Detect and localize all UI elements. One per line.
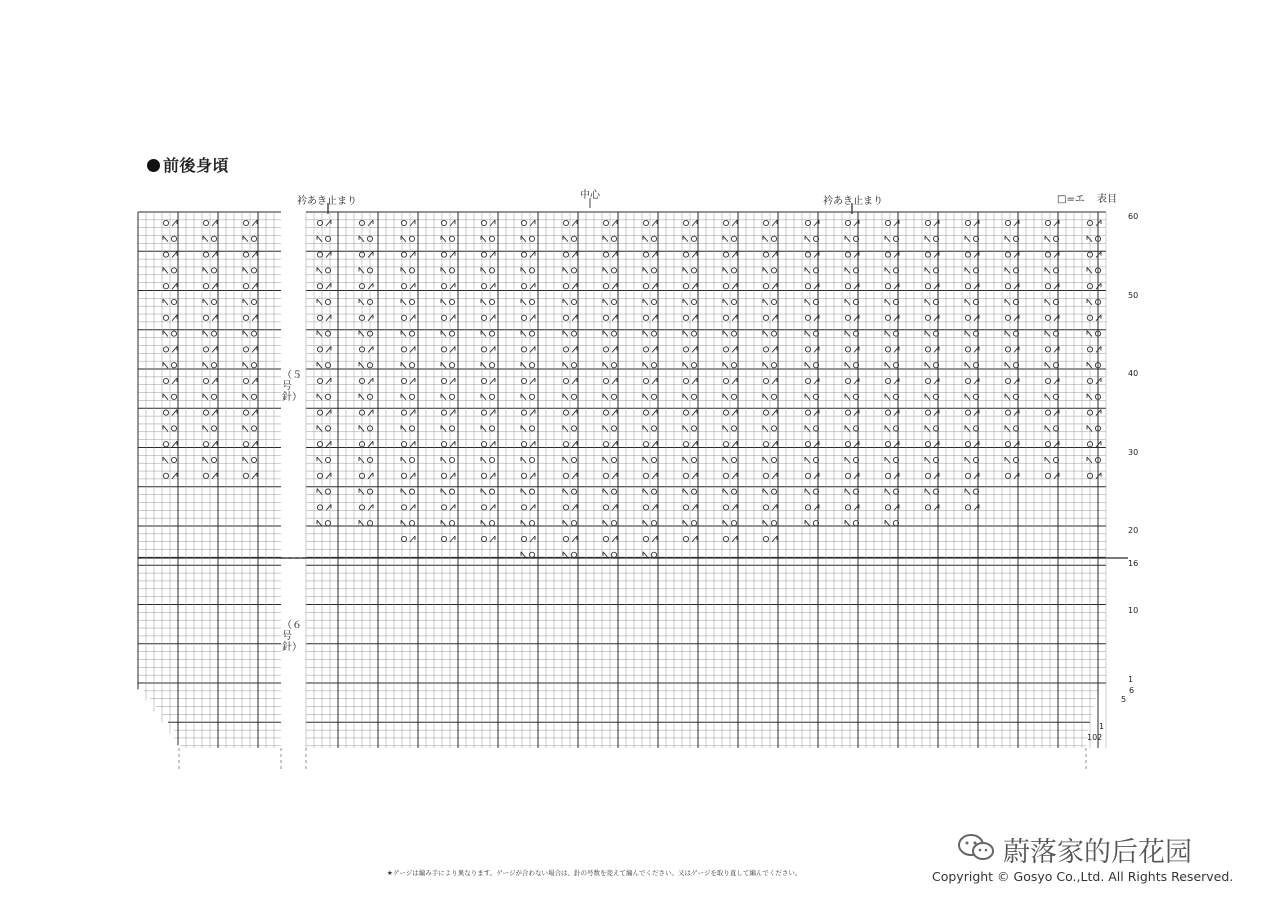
yo-slant-symbol xyxy=(925,378,939,384)
slant-yo-symbol xyxy=(1045,362,1059,368)
slant-yo-symbol xyxy=(401,394,415,400)
slant-yo-symbol xyxy=(925,331,939,337)
yo-slant-symbol xyxy=(1045,283,1059,289)
yo-slant-symbol xyxy=(885,473,899,479)
slant-yo-symbol xyxy=(885,520,899,526)
slant-yo-symbol xyxy=(521,520,535,526)
slant-yo-symbol xyxy=(1045,299,1059,305)
slant-yo-symbol xyxy=(521,489,535,495)
yo-slant-symbol xyxy=(805,220,819,226)
yo-slant-symbol xyxy=(885,252,899,258)
slant-yo-symbol xyxy=(441,299,455,305)
yo-slant-symbol xyxy=(521,346,535,352)
slant-yo-symbol xyxy=(925,267,939,273)
slant-yo-symbol xyxy=(401,362,415,368)
slant-yo-symbol xyxy=(965,299,979,305)
yo-slant-symbol xyxy=(359,346,373,352)
slant-yo-symbol xyxy=(401,425,415,431)
yo-slant-symbol xyxy=(481,441,495,447)
slant-yo-symbol xyxy=(965,331,979,337)
yo-slant-symbol xyxy=(885,315,899,321)
row-number-16: 16 xyxy=(1128,559,1139,568)
yo-slant-symbol xyxy=(965,346,979,352)
slant-yo-symbol xyxy=(441,425,455,431)
yo-slant-symbol xyxy=(845,252,859,258)
yo-slant-symbol xyxy=(1045,346,1059,352)
yo-slant-symbol xyxy=(359,220,373,226)
slant-yo-symbol xyxy=(1087,236,1101,242)
slant-yo-symbol xyxy=(885,425,899,431)
yo-slant-symbol xyxy=(441,536,455,542)
yo-slant-symbol xyxy=(885,441,899,447)
yo-slant-symbol xyxy=(1005,441,1019,447)
slant-yo-symbol xyxy=(441,520,455,526)
yo-slant-symbol xyxy=(805,410,819,416)
yo-slant-symbol xyxy=(317,315,331,321)
slant-yo-symbol xyxy=(317,299,331,305)
row-number-10: 10 xyxy=(1128,606,1139,615)
slant-yo-symbol xyxy=(481,520,495,526)
slant-yo-symbol xyxy=(965,267,979,273)
slant-yo-symbol xyxy=(925,236,939,242)
center-marker-label: 中心 xyxy=(580,190,600,201)
yo-slant-symbol xyxy=(1087,283,1101,289)
slant-yo-symbol xyxy=(925,457,939,463)
yo-slant-symbol xyxy=(317,504,331,510)
yo-slant-symbol xyxy=(521,473,535,479)
slant-yo-symbol xyxy=(805,457,819,463)
slant-yo-symbol xyxy=(925,489,939,495)
yo-slant-symbol xyxy=(805,315,819,321)
yo-slant-symbol xyxy=(925,410,939,416)
yo-slant-symbol xyxy=(359,252,373,258)
slant-yo-symbol xyxy=(441,457,455,463)
legend-symbol: □=エ xyxy=(1057,194,1085,205)
yo-slant-symbol xyxy=(317,378,331,384)
slant-yo-symbol xyxy=(401,520,415,526)
yo-slant-symbol xyxy=(359,315,373,321)
yo-slant-symbol xyxy=(317,473,331,479)
yo-slant-symbol xyxy=(1005,473,1019,479)
slant-yo-symbol xyxy=(521,267,535,273)
yo-slant-symbol xyxy=(805,473,819,479)
yo-slant-symbol xyxy=(925,315,939,321)
slant-yo-symbol xyxy=(359,520,373,526)
slant-yo-symbol xyxy=(885,489,899,495)
yo-slant-symbol xyxy=(521,536,535,542)
yo-slant-symbol xyxy=(1045,220,1059,226)
yo-slant-symbol xyxy=(1005,410,1019,416)
slant-yo-symbol xyxy=(441,394,455,400)
yo-slant-symbol xyxy=(401,536,415,542)
yo-slant-symbol xyxy=(1045,252,1059,258)
yo-slant-symbol xyxy=(481,473,495,479)
slant-yo-symbol xyxy=(317,520,331,526)
slant-yo-symbol xyxy=(1005,457,1019,463)
stitch-count-102: 102 xyxy=(1087,733,1103,742)
yo-slant-symbol xyxy=(1005,220,1019,226)
yo-slant-symbol xyxy=(1045,473,1059,479)
slant-yo-symbol xyxy=(317,362,331,368)
yo-slant-symbol xyxy=(317,410,331,416)
yo-slant-symbol xyxy=(925,283,939,289)
slant-yo-symbol xyxy=(885,236,899,242)
right-neck-marker-label: 衿あき止まり xyxy=(823,196,883,207)
slant-yo-symbol xyxy=(925,299,939,305)
yo-slant-symbol xyxy=(317,346,331,352)
yo-slant-symbol xyxy=(401,441,415,447)
yo-slant-symbol xyxy=(317,441,331,447)
slant-yo-symbol xyxy=(359,331,373,337)
slant-yo-symbol xyxy=(885,267,899,273)
yo-slant-symbol xyxy=(441,252,455,258)
yo-slant-symbol xyxy=(401,410,415,416)
slant-yo-symbol xyxy=(481,394,495,400)
yo-slant-symbol xyxy=(965,220,979,226)
slant-yo-symbol xyxy=(1005,362,1019,368)
yo-slant-symbol xyxy=(965,283,979,289)
slant-yo-symbol xyxy=(521,331,535,337)
slant-yo-symbol xyxy=(1005,267,1019,273)
slant-yo-symbol xyxy=(317,489,331,495)
slant-yo-symbol xyxy=(845,267,859,273)
slant-yo-symbol xyxy=(481,425,495,431)
yo-slant-symbol xyxy=(521,504,535,510)
slant-yo-symbol xyxy=(845,394,859,400)
slant-yo-symbol xyxy=(965,425,979,431)
slant-yo-symbol xyxy=(401,299,415,305)
slant-yo-symbol xyxy=(845,489,859,495)
slant-yo-symbol xyxy=(1087,331,1101,337)
yo-slant-symbol xyxy=(481,504,495,510)
slant-yo-symbol xyxy=(1045,236,1059,242)
slant-yo-symbol xyxy=(1005,425,1019,431)
yo-slant-symbol xyxy=(885,220,899,226)
yo-slant-symbol xyxy=(805,441,819,447)
slant-yo-symbol xyxy=(481,267,495,273)
slant-yo-symbol xyxy=(359,457,373,463)
slant-yo-symbol xyxy=(845,425,859,431)
yo-slant-symbol xyxy=(1045,410,1059,416)
yo-slant-symbol xyxy=(845,378,859,384)
yo-slant-symbol xyxy=(925,504,939,510)
slant-yo-symbol xyxy=(317,425,331,431)
slant-yo-symbol xyxy=(805,299,819,305)
slant-yo-symbol xyxy=(359,362,373,368)
yo-slant-symbol xyxy=(481,378,495,384)
slant-yo-symbol xyxy=(805,267,819,273)
yo-slant-symbol xyxy=(885,410,899,416)
slant-yo-symbol xyxy=(1087,425,1101,431)
row-number-1-lower: 1 xyxy=(1099,722,1105,731)
yo-slant-symbol xyxy=(401,346,415,352)
left-neck-marker-label: 衿あき止まり xyxy=(297,196,357,207)
slant-yo-symbol xyxy=(521,362,535,368)
yo-slant-symbol xyxy=(1045,315,1059,321)
slant-yo-symbol xyxy=(317,457,331,463)
yo-slant-symbol xyxy=(1045,441,1059,447)
yo-slant-symbol xyxy=(1087,410,1101,416)
yo-slant-symbol xyxy=(805,346,819,352)
legend-text: 表目 xyxy=(1097,194,1117,205)
slant-yo-symbol xyxy=(1045,394,1059,400)
yo-slant-symbol xyxy=(401,220,415,226)
yo-slant-symbol xyxy=(845,410,859,416)
yo-slant-symbol xyxy=(845,315,859,321)
slant-yo-symbol xyxy=(441,267,455,273)
yo-slant-symbol xyxy=(1087,441,1101,447)
wechat-icon xyxy=(955,832,997,862)
needle-size-lower-label: （６号針） xyxy=(282,620,302,653)
slant-yo-symbol xyxy=(965,236,979,242)
slant-yo-symbol xyxy=(1087,362,1101,368)
row-number-6: 6 xyxy=(1129,686,1135,695)
slant-yo-symbol xyxy=(845,457,859,463)
row-number-1-upper: 1 xyxy=(1128,675,1134,684)
yo-slant-symbol xyxy=(521,252,535,258)
slant-yo-symbol xyxy=(359,489,373,495)
slant-yo-symbol xyxy=(359,425,373,431)
row-number-20: 20 xyxy=(1128,526,1139,535)
yo-slant-symbol xyxy=(965,441,979,447)
yo-slant-symbol xyxy=(317,220,331,226)
yo-slant-symbol xyxy=(1005,346,1019,352)
yo-slant-symbol xyxy=(481,315,495,321)
yo-slant-symbol xyxy=(885,346,899,352)
yo-slant-symbol xyxy=(1005,252,1019,258)
slant-yo-symbol xyxy=(845,299,859,305)
yo-slant-symbol xyxy=(965,473,979,479)
yo-slant-symbol xyxy=(441,315,455,321)
slant-yo-symbol xyxy=(885,299,899,305)
yo-slant-symbol xyxy=(441,378,455,384)
slant-yo-symbol xyxy=(401,331,415,337)
row-number-60: 60 xyxy=(1128,212,1139,221)
yo-slant-symbol xyxy=(805,378,819,384)
yo-slant-symbol xyxy=(441,441,455,447)
yo-slant-symbol xyxy=(441,504,455,510)
yo-slant-symbol xyxy=(521,220,535,226)
slant-yo-symbol xyxy=(805,331,819,337)
yo-slant-symbol xyxy=(521,283,535,289)
yo-slant-symbol xyxy=(441,283,455,289)
slant-yo-symbol xyxy=(481,299,495,305)
slant-yo-symbol xyxy=(359,299,373,305)
slant-yo-symbol xyxy=(845,236,859,242)
slant-yo-symbol xyxy=(481,236,495,242)
yo-slant-symbol xyxy=(1087,252,1101,258)
slant-yo-symbol xyxy=(805,425,819,431)
slant-yo-symbol xyxy=(481,362,495,368)
slant-yo-symbol xyxy=(1045,457,1059,463)
slant-yo-symbol xyxy=(1087,457,1101,463)
row-number-30: 30 xyxy=(1128,448,1139,457)
slant-yo-symbol xyxy=(481,331,495,337)
slant-yo-symbol xyxy=(885,394,899,400)
yo-slant-symbol xyxy=(441,410,455,416)
yo-slant-symbol xyxy=(1005,283,1019,289)
yo-slant-symbol xyxy=(521,378,535,384)
slant-yo-symbol xyxy=(521,425,535,431)
slant-yo-symbol xyxy=(317,331,331,337)
yo-slant-symbol xyxy=(481,536,495,542)
yo-slant-symbol xyxy=(441,220,455,226)
yo-slant-symbol xyxy=(1005,315,1019,321)
yo-slant-symbol xyxy=(885,283,899,289)
yo-slant-symbol xyxy=(359,378,373,384)
yo-slant-symbol xyxy=(401,378,415,384)
slant-yo-symbol xyxy=(317,236,331,242)
slant-yo-symbol xyxy=(359,267,373,273)
yo-slant-symbol xyxy=(805,283,819,289)
slant-yo-symbol xyxy=(805,394,819,400)
yo-slant-symbol xyxy=(845,473,859,479)
slant-yo-symbol xyxy=(401,267,415,273)
yo-slant-symbol xyxy=(845,283,859,289)
yo-slant-symbol xyxy=(521,410,535,416)
slant-yo-symbol xyxy=(925,394,939,400)
slant-yo-symbol xyxy=(1087,299,1101,305)
slant-yo-symbol xyxy=(805,362,819,368)
slant-yo-symbol xyxy=(885,331,899,337)
slant-yo-symbol xyxy=(925,362,939,368)
slant-yo-symbol xyxy=(1005,394,1019,400)
yo-slant-symbol xyxy=(965,410,979,416)
slant-yo-symbol xyxy=(845,520,859,526)
yo-slant-symbol xyxy=(805,252,819,258)
yo-slant-symbol xyxy=(1087,378,1101,384)
slant-yo-symbol xyxy=(359,394,373,400)
slant-yo-symbol xyxy=(925,425,939,431)
yo-slant-symbol xyxy=(965,252,979,258)
yo-slant-symbol xyxy=(317,252,331,258)
yo-slant-symbol xyxy=(521,315,535,321)
yo-slant-symbol xyxy=(925,473,939,479)
slant-yo-symbol xyxy=(1005,299,1019,305)
yo-slant-symbol xyxy=(359,283,373,289)
slant-yo-symbol xyxy=(845,331,859,337)
slant-yo-symbol xyxy=(1087,394,1101,400)
slant-yo-symbol xyxy=(481,457,495,463)
copyright-text: Copyright © Gosyo Co.,Ltd. All Rights Reserved. xyxy=(932,869,1234,884)
row-number-50: 50 xyxy=(1128,291,1139,300)
yo-slant-symbol xyxy=(805,504,819,510)
yo-slant-symbol xyxy=(845,346,859,352)
yo-slant-symbol xyxy=(1087,346,1101,352)
yo-slant-symbol xyxy=(481,252,495,258)
yo-slant-symbol xyxy=(481,220,495,226)
slant-yo-symbol xyxy=(805,520,819,526)
yo-slant-symbol xyxy=(481,410,495,416)
yo-slant-symbol xyxy=(925,252,939,258)
yo-slant-symbol xyxy=(481,283,495,289)
yo-slant-symbol xyxy=(845,441,859,447)
slant-yo-symbol xyxy=(1005,331,1019,337)
slant-yo-symbol xyxy=(1087,267,1101,273)
slant-yo-symbol xyxy=(401,489,415,495)
yo-slant-symbol xyxy=(481,346,495,352)
slant-yo-symbol xyxy=(885,362,899,368)
slant-yo-symbol xyxy=(521,236,535,242)
watermark-text: 蔚落家的后花园 xyxy=(1003,837,1192,868)
slant-yo-symbol xyxy=(481,489,495,495)
yo-slant-symbol xyxy=(925,220,939,226)
yo-slant-symbol xyxy=(359,504,373,510)
gauge-note: ★ゲージは編み手により異なります。ゲージが合わない場合は、針の号数を変えて編んでください。又はゲージを取り直して編んでください。 xyxy=(387,869,802,877)
slant-yo-symbol xyxy=(441,489,455,495)
yo-slant-symbol xyxy=(925,346,939,352)
slant-yo-symbol xyxy=(1045,425,1059,431)
yo-slant-symbol xyxy=(359,410,373,416)
slant-yo-symbol xyxy=(317,267,331,273)
yo-slant-symbol xyxy=(359,441,373,447)
yo-slant-symbol xyxy=(401,283,415,289)
slant-yo-symbol xyxy=(441,331,455,337)
slant-yo-symbol xyxy=(885,457,899,463)
yo-slant-symbol xyxy=(965,315,979,321)
yo-slant-symbol xyxy=(925,441,939,447)
slant-yo-symbol xyxy=(965,457,979,463)
slant-yo-symbol xyxy=(521,552,535,558)
slant-yo-symbol xyxy=(401,236,415,242)
slant-yo-symbol xyxy=(805,236,819,242)
slant-yo-symbol xyxy=(1045,331,1059,337)
slant-yo-symbol xyxy=(521,457,535,463)
slant-yo-symbol xyxy=(965,489,979,495)
yo-slant-symbol xyxy=(885,378,899,384)
yo-slant-symbol xyxy=(441,473,455,479)
yo-slant-symbol xyxy=(1087,473,1101,479)
slant-yo-symbol xyxy=(965,394,979,400)
slant-yo-symbol xyxy=(441,362,455,368)
slant-yo-symbol xyxy=(521,299,535,305)
yo-slant-symbol xyxy=(965,504,979,510)
yo-slant-symbol xyxy=(845,220,859,226)
yo-slant-symbol xyxy=(885,504,899,510)
yo-slant-symbol xyxy=(845,504,859,510)
yo-slant-symbol xyxy=(401,473,415,479)
slant-yo-symbol xyxy=(359,236,373,242)
yo-slant-symbol xyxy=(1087,220,1101,226)
yo-slant-symbol xyxy=(401,252,415,258)
slant-yo-symbol xyxy=(441,236,455,242)
slant-yo-symbol xyxy=(401,457,415,463)
yo-slant-symbol xyxy=(521,441,535,447)
row-number-40: 40 xyxy=(1128,369,1139,378)
slant-yo-symbol xyxy=(845,362,859,368)
yo-slant-symbol xyxy=(441,346,455,352)
yo-slant-symbol xyxy=(1087,315,1101,321)
yo-slant-symbol xyxy=(1005,378,1019,384)
needle-size-upper-label: （５号針） xyxy=(282,370,302,403)
yo-slant-symbol xyxy=(317,283,331,289)
page-title-text: 前後身頃 xyxy=(163,156,230,175)
yo-slant-symbol xyxy=(359,473,373,479)
slant-yo-symbol xyxy=(805,489,819,495)
yo-slant-symbol xyxy=(1045,378,1059,384)
yo-slant-symbol xyxy=(401,504,415,510)
row-number-5: 5 xyxy=(1121,695,1127,704)
slant-yo-symbol xyxy=(1045,267,1059,273)
slant-yo-symbol xyxy=(317,394,331,400)
slant-yo-symbol xyxy=(521,394,535,400)
slant-yo-symbol xyxy=(965,362,979,368)
yo-slant-symbol xyxy=(401,315,415,321)
yo-slant-symbol xyxy=(965,378,979,384)
slant-yo-symbol xyxy=(1005,236,1019,242)
